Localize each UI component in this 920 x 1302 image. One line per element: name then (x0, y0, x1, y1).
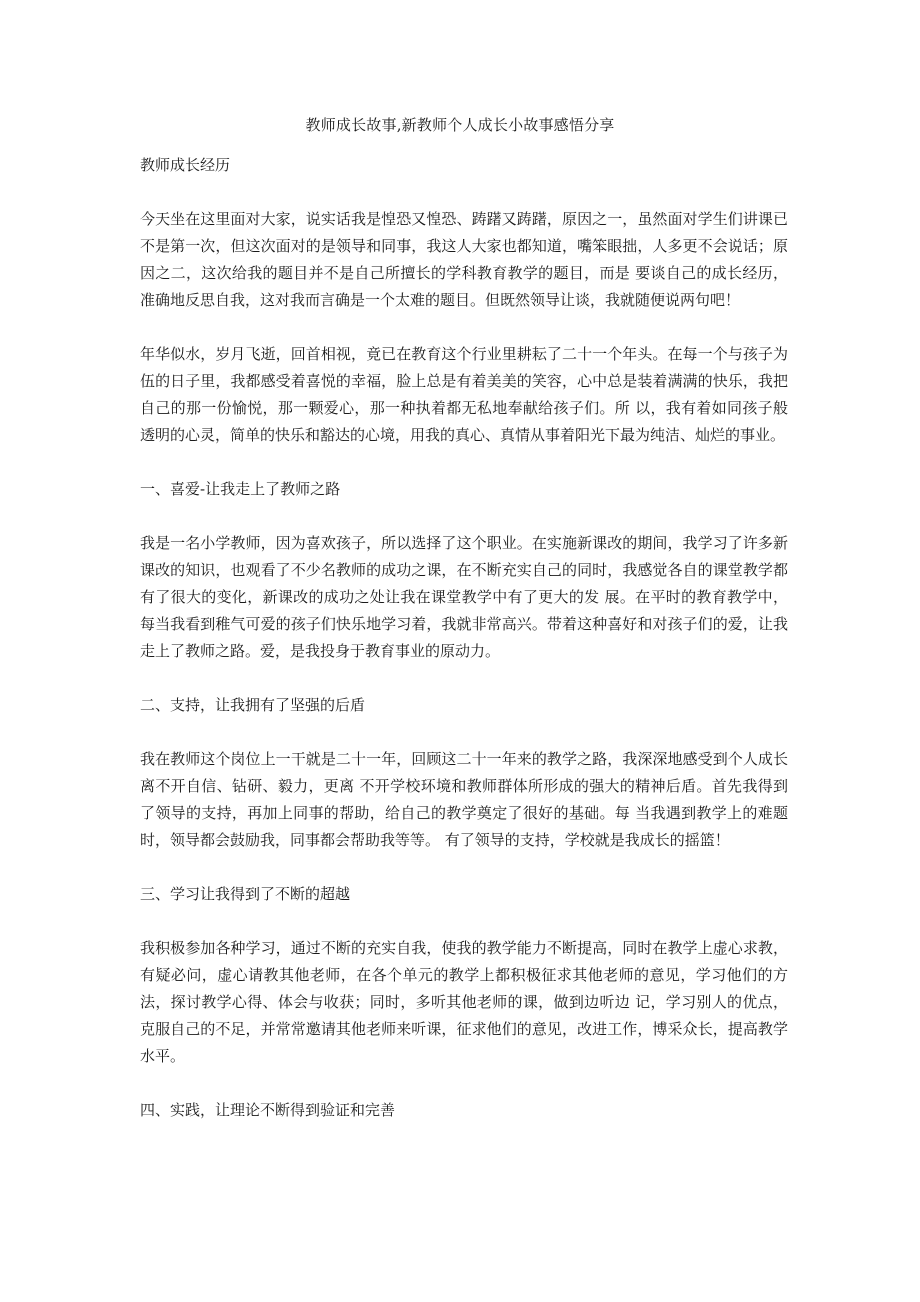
document-title: 教师成长故事,新教师个人成长小故事感悟分享 (305, 116, 615, 134)
paragraph-section-1: 我是一名小学教师，因为喜欢孩子，所以选择了这个职业。在实施新课改的期间，我学习了许多新课改的知识，也观看了不少名教师的成功之课，在不断充实自己的同时，我感觉各自的课堂教学都有了很大的变化，新课改的成功之处让我在课堂教学中有了更大的发 展。在平时的教育教学中，每当我看到稚气可爱的孩子们快乐地学习着，我就非常高兴。带着这种喜好和对孩子们的爱，让我走上了教师之路。爱，是我投身于教育事业的原动力。 (140, 534, 788, 660)
section-heading-3: 三、学习让我得到了不断的超越 (140, 885, 351, 903)
paragraph-section-2: 我在教师这个岗位上一干就是二十一年，回顾这二十一年来的教学之路，我深深地感受到个人成长离不开自信、钻研、毅力，更离 不开学校环境和教师群体所形成的强大的精神后盾。首先我得到了领导的支持，再加上同事的帮助，给自己的教学奠定了很好的基础。每 当我遇到教学上的难题时，领导都会鼓励我，同事都会帮助我等等。 有了领导的支持，学校就是我成长的摇篮！ (140, 750, 788, 849)
paragraph-section-3: 我积极参加各种学习，通过不断的充实自我，使我的教学能力不断提高，同时在教学上虚心求教，有疑必问，虚心请教其他老师，在各个单元的教学上都积极征求其他老师的意见，学习他们的方法，探讨教学心得、体会与收获；同时，多听其他老师的课，做到边听边 记，学习别人的优点，克服自己的不足，并常常邀请其他老师来听课，征求他们的意见，改进工作，博采众长，提高教学水平。 (140, 939, 788, 1065)
document-body (140, 152, 788, 1151)
section-heading-1: 一、喜爱-让我走上了教师之路 (140, 480, 341, 498)
paragraph-years: 年华似水，岁月飞逝，回首相视，竟已在教育这个行业里耕耘了二十一个年头。在每一个与孩子为伍的日子里，我都感受着喜悦的幸福，脸上总是有着美美的笑容，心中总是装着满满的快乐，我把自己的那一份愉悦，那一颗爱心，那一种执着都无私地奉献给孩子们。所 以，我有着如同孩子般透明的心灵，简单的快乐和豁达的心境，用我的真心、真情从事着阳光下最为纯洁、灿烂的事业。 (140, 345, 788, 444)
section-heading-2: 二、支持，让我拥有了坚强的后盾 (140, 696, 366, 714)
paragraph-intro: 今天坐在这里面对大家，说实话我是惶恐又惶恐、踌躇又踌躇，原因之一，虽然面对学生们讲课已不是第一次，但这次面对的是领导和同事，我这人大家也都知道，嘴笨眼拙，人多更不会说话；原因之二，这次给我的题目并不是自己所擅长的学科教育教学的题目，而是 要谈自己的成长经历，准确地反思自我，这对我而言确是一个太难的题目。但既然领导让谈，我就随便说两句吧！ (140, 210, 788, 309)
document-subtitle: 教师成长经历 (140, 156, 231, 174)
section-heading-4: 四、实践，让理论不断得到验证和完善 (140, 1101, 396, 1119)
